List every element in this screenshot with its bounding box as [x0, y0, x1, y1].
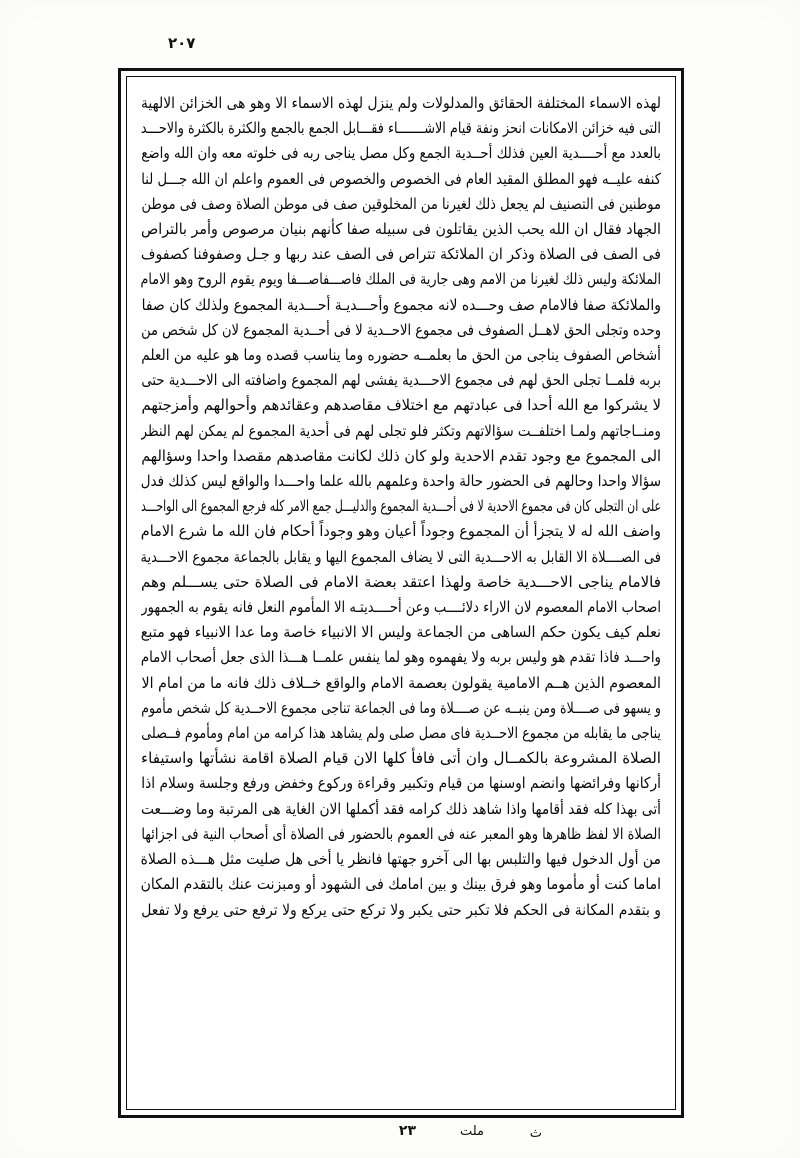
quire-mark: ملت — [459, 1124, 484, 1139]
text-line: بالعدد مع أحــــدية العين فذلك أحــدية الجمع وكل مصل يناجى ربه فى خلوته معه وان الله واضع — [141, 144, 661, 163]
text-line: لا يشركوا مع الله أحدا فى عبادتهم مع اختلاف مقاصدهم وعقائدهم وأحوالهم وأمزجتهم — [141, 396, 661, 415]
catchword: ث — [529, 1126, 542, 1141]
text-line: على ان التجلى كان فى مجموع الاحدية لا فى أحـــدية المجموع والدليـــل جمع الامر كله فرجع المجموع الى الواحـــد — [141, 497, 661, 516]
text-line: فى الصــــلاة الا القابل به الاحـــدية التى لا يضاف المجموع اليها و يقابل بالجماعة مجموع الاحـــدية — [141, 547, 661, 566]
text-line: أشخاص الصفوف يناجى من الحق ما بعلمــه حضوره وما يناسب قصده وما هو عليه من العلم — [141, 346, 661, 365]
body-text — [141, 91, 661, 1099]
text-line: يناجى ما يقابله من مجموع الاحــدية فاى مصل صلى ولم يشاهد هذا كرامه من امام ومأموم فــصلى — [141, 724, 661, 743]
text-line: موطنين فى التصنيف لم يجعل ذلك لغيرنا من المخلوقين صف فى موطن الصلاة وصف فى موطن — [141, 194, 661, 213]
text-line: اماما كنت أو مأموما وهو فرق بينك و بين امامك فى الشهود أو ومبزنت عنك بالتقدم المكان — [141, 875, 661, 894]
folio-number: ٢٠٧ — [168, 34, 196, 52]
text-line: فى الصف فى الصلاة وذكر ان الملائكة تتراص فى الصف عند ربها و جـل وصفوفنا كصفوف — [141, 245, 661, 264]
page-border-inner — [126, 76, 676, 1110]
text-line: واضف الله له لا يتجزأ أن المجموع وجوداً أعيان وهو وجوداً أحكام فان الله ما شرع الامام — [141, 522, 661, 541]
text-line: والملائكة صفا فالامام صف وحـــده لانه مجموع وأحـــديـة أحـــدية المجموع ولذلك كان صفا — [141, 295, 661, 314]
page-border-outer — [118, 68, 684, 1118]
signature-number: ٢٣ — [398, 1123, 416, 1139]
text-line: من أول الدخول فيها والتلبس بها الى آخرو جهتها فانظر يا أخى هل صليت مثل هـــذه الصلاة — [141, 850, 661, 869]
text-line: سؤالا واحدا وحالهم فى الحضور حالة واحدة وعلمهم بالله علما واحـــدا والواقع ليس كذلك فدل — [141, 472, 661, 491]
text-line: وحده وتجلى الحق لاهــل الصفوف فى مجموع الاحــدية لا فى أحــدية المجموع لان كل شخص من — [141, 320, 661, 339]
text-line: بربه فلمــا تجلى الحق لهم فى مجموع الاحـــدية يفشى لهم المجموع واضافته الى الاحـــدية حتى — [141, 371, 661, 390]
text-line: واحـــد فاذا تقدم هو وليس بربه ولا يفهموه وهو لما ينفس علمــا هـــذا الذى جعل أصحاب الامام — [141, 648, 661, 667]
text-line: ومنــاجاتهم ولمـا اختلفــت سؤالاتهم وتكثر فلو تجلى لهم فى أحدية المجموع لم يمكن لهم النظر — [141, 421, 661, 440]
text-line: الصلاة الا لفظ ظاهرها وهو المعبر عنه فى العموم بالحضور فى الصلاة أى أصحاب النية فى اجزائها — [141, 824, 661, 843]
text-line: التى فيه خزائن الامكانات انحز ونفة قيام الاشـــــــاء فقـــابل الجمع بالجمع والكثرة بالكثرة والاحـــد — [141, 119, 661, 138]
text-line: نعلم كيف يكون حكم الساهى من الجماعة وليس الا الانبياء خاصة وما عدا الانبياء فهو متبع — [141, 623, 661, 642]
text-line: الى المجموع مع وجود تقدم الاحدية ولو كان ذلك لكانت مقاصدهم مقصدا واحدا وسؤالهم — [141, 446, 661, 465]
page-footer — [118, 1124, 684, 1150]
text-line: الملائكة وليس ذلك لغيرنا من الامم وهى جارية فى الملك فاصـــفاصـــفا ويوم يقوم الروح وهو الامام — [141, 270, 661, 289]
text-line: المعصوم الذين هــم الامامية يقولون بعصمة الامام والواقع خــلاف ذلك فانه ما من امام الا — [141, 673, 661, 692]
text-line: فالامام يناجى الاحـــدية خاصة ولهذا اعتقد بعضة الامام فى الصلاة حتى يســـلم وهم — [141, 572, 661, 591]
text-line: و بتقدم المكانة فى الحكم فلا تكبر حتى يكبر ولا تركع حتى يركع ولا ترفع حتى يرفع ولا تفعل — [141, 900, 661, 919]
text-line: لهذه الاسماء المختلفة الحقائق والمدلولات ولم ينزل لهذه الاسماء الا وهو هى الخزائن الالهية — [141, 94, 661, 112]
text-line: أركانها وفرائضها وانضم اوسنها من قيام وتكبير وقراءة وركوع وخفض ورفع وجلسة وسلام اذا — [141, 774, 661, 793]
text-line: الجهاد فقال ان الله يحب الذين يقاتلون فى سبيله صفا كأنهم بنيان مرصوص وأمر بالتراص — [141, 220, 661, 239]
text-line: كنفه عليــه فهو المطلق المقيد العام فى الخصوص والخصوص فى العموم واعلم ان الله جـــل لنا — [141, 169, 661, 188]
text-line: الصلاة المشروعة بالكمــال وان أتى فافأ كلها الان قيام الصلاة اقامة نشأتها واستيفاء — [141, 749, 661, 768]
text-line: أتى بهذا كله فقد أقامها واذا شاهد ذلك كرامه فقد أكملها الان الغاية هى المرتبة وما وضـــعت — [141, 799, 661, 818]
text-line: اصحاب الامام المعصوم لان الاراء دلائــــب وعن أحــــديتـه الا المأموم النعل فانه يقوم به الجمهور — [141, 598, 661, 617]
text-line: و يسهو فى صــــلاة ومن ينبــه عن صــــلاة وما فى الجماعة تناجى مجموع الاحــدية كل شخص مأموم — [141, 698, 661, 717]
